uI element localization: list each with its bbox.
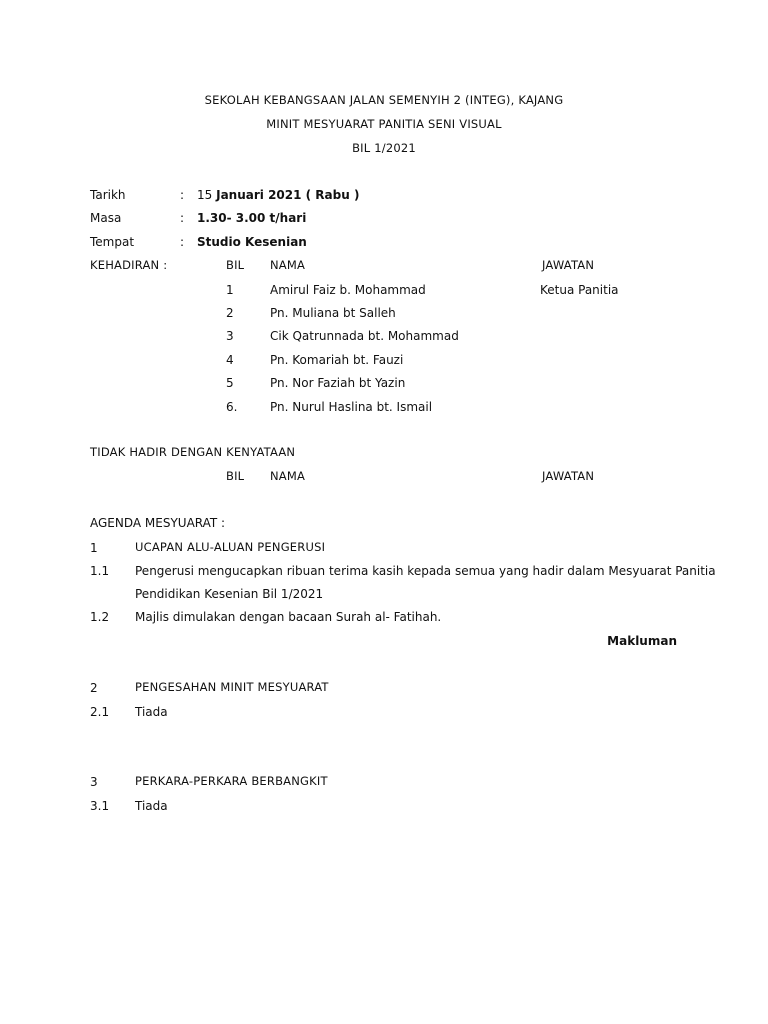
kehadiran-col-bil: BIL [226, 258, 245, 272]
item-1-1-text-cont: Pendidikan Kesenian Bil 1/2021 [135, 587, 324, 601]
item-1-2-text: Majlis dimulakan dengan bacaan Surah al- Fatihah. [135, 610, 442, 624]
item-3-1-text: Tiada [135, 799, 168, 813]
tidak-hadir-col-bil: BIL [226, 469, 245, 483]
masa-colon: : [180, 211, 185, 225]
section-1-number: 1 [90, 541, 98, 555]
section-2-title: PENGESAHAN MINIT MESYUARAT [135, 680, 329, 694]
tarikh-colon: : [180, 188, 185, 202]
item-1-1-number: 1.1 [90, 564, 110, 578]
tempat-label: Tempat [90, 235, 135, 249]
attendee-bil: 5 [226, 376, 234, 390]
item-2-1-text: Tiada [135, 705, 168, 719]
tidak-hadir-col-nama: NAMA [270, 469, 306, 483]
attendee-bil: 1 [226, 283, 234, 297]
attendee-bil: 2 [226, 306, 234, 320]
section-3-number: 3 [90, 775, 98, 789]
attendee-jawatan: Ketua Panitia [540, 283, 619, 297]
masa-label: Masa [90, 211, 122, 225]
attendee-nama: Pn. Nor Faziah bt Yazin [270, 376, 406, 390]
attendee-nama: Amirul Faiz b. Mohammad [270, 283, 426, 297]
attendee-nama: Cik Qatrunnada bt. Mohammad [270, 329, 459, 343]
tempat-colon: : [180, 235, 185, 249]
minutes-title: MINIT MESYUARAT PANITIA SENI VISUAL [266, 117, 502, 131]
item-3-1-number: 3.1 [90, 799, 110, 813]
agenda-label: AGENDA MESYUARAT : [90, 516, 226, 530]
meeting-number: BIL 1/2021 [352, 141, 416, 155]
tarikh-rest: Januari 2021 ( Rabu ) [216, 188, 360, 202]
tidak-hadir-col-jawatan: JAWATAN [542, 469, 595, 483]
tidak-hadir-label: TIDAK HADIR DENGAN KENYATAAN [90, 445, 296, 459]
section-2-number: 2 [90, 681, 98, 695]
tarikh-value [197, 188, 359, 202]
kehadiran-label: KEHADIRAN : [90, 258, 168, 272]
attendee-nama: Pn. Nurul Haslina bt. Ismail [270, 400, 433, 414]
makluman-note: Makluman [607, 634, 677, 648]
tarikh-day: 15 [197, 188, 213, 202]
section-3-title: PERKARA-PERKARA BERBANGKIT [135, 774, 328, 788]
tempat-value: Studio Kesenian [197, 235, 307, 249]
kehadiran-col-nama: NAMA [270, 258, 306, 272]
attendee-bil: 6. [226, 400, 238, 414]
tarikh-label: Tarikh [90, 188, 126, 202]
attendee-bil: 4 [226, 353, 234, 367]
item-1-2-number: 1.2 [90, 610, 110, 624]
masa-value: 1.30- 3.00 t/hari [197, 211, 307, 225]
attendee-nama: Pn. Muliana bt Salleh [270, 306, 396, 320]
kehadiran-col-jawatan: JAWATAN [542, 258, 595, 272]
item-1-1-text: Pengerusi mengucapkan ribuan terima kasih kepada semua yang hadir dalam Mesyuarat Panitia [135, 564, 716, 578]
attendee-bil: 3 [226, 329, 234, 343]
item-2-1-number: 2.1 [90, 705, 110, 719]
school-name: SEKOLAH KEBANGSAAN JALAN SEMENYIH 2 (INTEG), KAJANG [204, 93, 564, 107]
attendee-nama: Pn. Komariah bt. Fauzi [270, 353, 404, 367]
section-1-title: UCAPAN ALU-ALUAN PENGERUSI [135, 540, 326, 554]
